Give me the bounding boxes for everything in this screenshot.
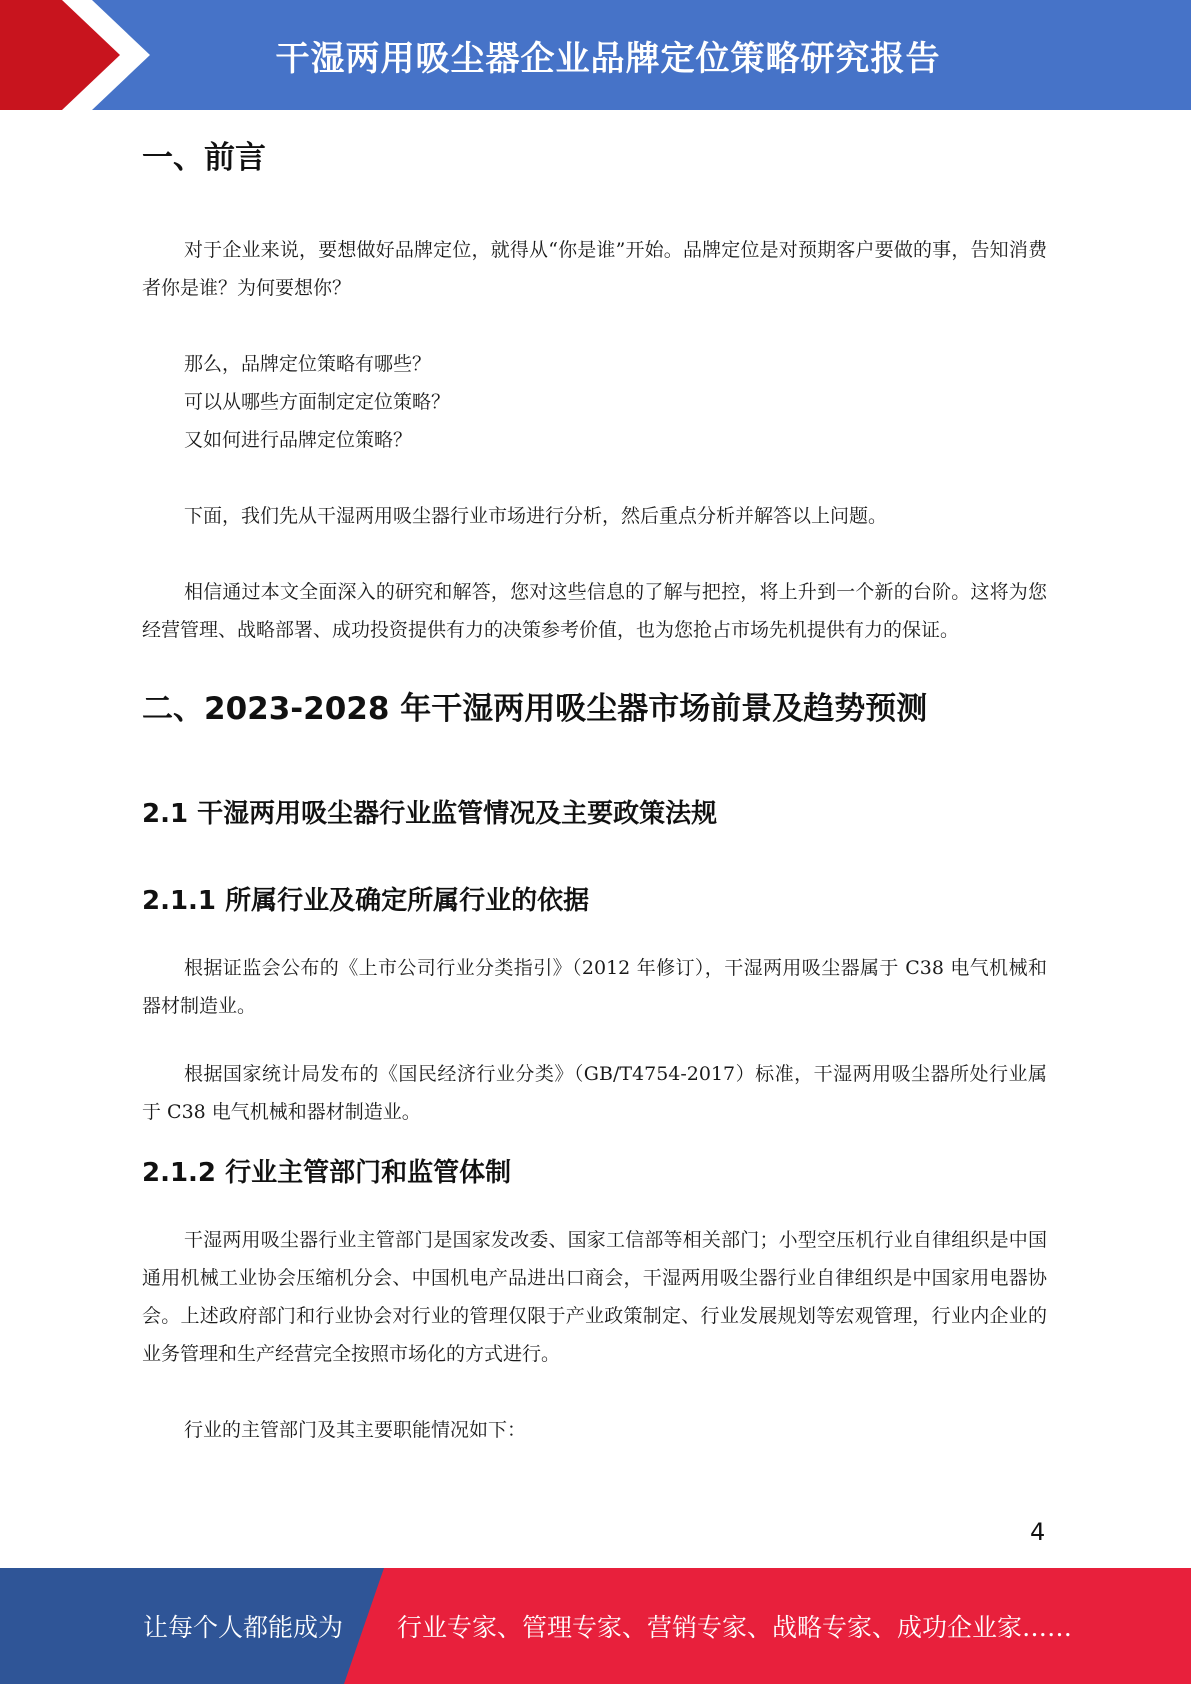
footer-banner <box>0 1568 1191 1684</box>
header-banner <box>0 0 1191 110</box>
document-body <box>142 130 1047 1449</box>
section-1-question-1: 那么，品牌定位策略有哪些？ <box>184 353 432 376</box>
section-2-1-heading: 2.1 干湿两用吸尘器行业监管情况及主要政策法规 <box>142 798 718 829</box>
page-number: 4 <box>1030 1518 1046 1546</box>
section-2-1-2-paragraph-2: 行业的主管部门及其主要职能情况如下： <box>184 1418 527 1441</box>
section-1-paragraph-2: 下面，我们先从干湿两用吸尘器行业市场进行分析，然后重点分析并解答以上问题。 <box>184 505 888 528</box>
report-title: 干湿两用吸尘器企业品牌定位策略研究报告 <box>275 38 941 79</box>
section-2-1-1-heading: 2.1.1 所属行业及确定所属行业的依据 <box>142 886 590 917</box>
footer-slogan-left: 让每个人都能成为 <box>143 1613 344 1642</box>
section-1-paragraph-3: 相信通过本文全面深入的研究和解答，您对这些信息的了解与把控，将上升到一个新的台阶。这将为您经营管理、战略部署、成功投资提供有力的决策参考价值，也为您抢占市场先机提供有力的保证。 <box>142 581 1047 642</box>
section-2-1-2-heading: 2.1.2 行业主管部门和监管体制 <box>142 1158 512 1189</box>
section-2-1-1-paragraph-1: 根据证监会公布的《上市公司行业分类指引》（2012 年修订），干湿两用吸尘器属于 C38 电气机械和器材制造业。 <box>142 957 1047 1018</box>
section-2-1-1-paragraph-2: 根据国家统计局发布的《国民经济行业分类》（GB/T4754-2017）标准，干湿两用吸尘器所处行业属于 C38 电气机械和器材制造业。 <box>142 1063 1047 1124</box>
section-2-heading: 二、2023-2028 年干湿两用吸尘器市场前景及趋势预测 <box>142 691 928 728</box>
section-2-1-2-paragraph-1: 干湿两用吸尘器行业主管部门是国家发改委、国家工信部等相关部门；小型空压机行业自律组织是中国通用机械工业协会压缩机分会、中国机电产品进出口商会，干湿两用吸尘器行业自律组织是中国家用电器协会。上述政府部门和行业协会对行业的管理仅限于产业政策制定、行业发展规划等宏观管理，行业内企业的业务管理和生产经营完全按照市场化的方式进行。 <box>142 1228 1047 1365</box>
section-1-question-2: 可以从哪些方面制定定位策略？ <box>184 391 451 414</box>
section-1-question-3: 又如何进行品牌定位策略？ <box>184 429 413 452</box>
section-1-paragraph-1: 对于企业来说，要想做好品牌定位，就得从“你是谁”开始。品牌定位是对预期客户要做的事，告知消费者你是谁？为何要想你？ <box>142 239 1047 300</box>
section-1-heading: 一、前言 <box>142 140 266 176</box>
footer-slogan-right: 行业专家、管理专家、营销专家、战略专家、成功企业家…… <box>397 1613 1073 1642</box>
